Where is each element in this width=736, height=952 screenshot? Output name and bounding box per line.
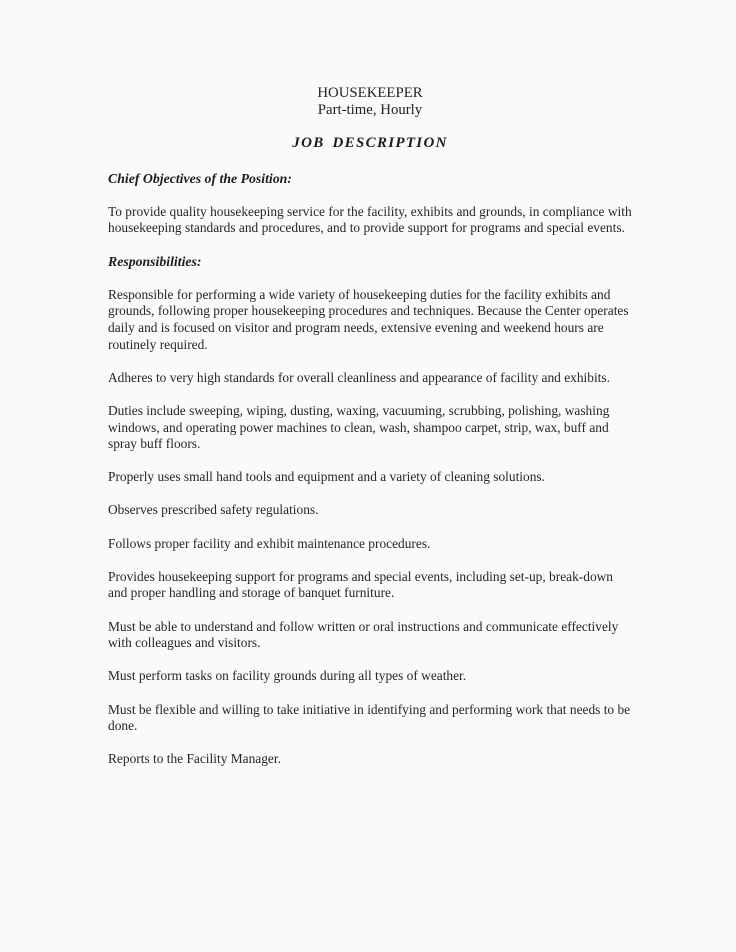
section-heading-chief-objectives: Chief Objectives of the Position: bbox=[108, 170, 292, 186]
paragraph-responsibility: Responsible for performing a wide variety of housekeeping duties for the facility exhibits and grounds, following proper housekeeping procedures and techniques. Because the Center operates daily and is focused on visitor and program needs, extensive evening and weekend hours are routinely required. bbox=[108, 286, 629, 352]
spacer bbox=[108, 152, 632, 171]
paragraph-responsibility: Duties include sweeping, wiping, dusting, waxing, vacuuming, scrubbing, polishing, washing windows, and operating power machines to clean, wash, shampoo carpet, strip, wax, buff and spray buff floors. bbox=[108, 402, 610, 452]
job-title: HOUSEKEEPER bbox=[317, 85, 423, 101]
paragraph-objectives: To provide quality housekeeping service for the facility, exhibits and grounds, in compliance with housekeeping standards and procedures, and to provide support for programs and special events. bbox=[108, 203, 632, 236]
paragraph-responsibility: Must perform tasks on facility grounds during all types of weather. bbox=[108, 668, 467, 684]
paragraph-responsibility: Properly uses small hand tools and equipment and a variety of cleaning solutions. bbox=[108, 469, 545, 485]
paragraph-reports-to: Reports to the Facility Manager. bbox=[108, 751, 281, 767]
section-heading-responsibilities: Responsibilities: bbox=[108, 253, 202, 269]
job-subtitle: Part-time, Hourly bbox=[317, 102, 423, 118]
paragraph-responsibility: Provides housekeeping support for programs and special events, including set-up, break-down and proper handling and storage of banquet furniture. bbox=[108, 568, 614, 601]
paragraph-responsibility: Must be flexible and willing to take initiative in identifying and performing work that needs to be done. bbox=[108, 701, 631, 734]
paragraph-responsibility: Observes prescribed safety regulations. bbox=[108, 502, 319, 518]
paragraph-responsibility: Must be able to understand and follow written or oral instructions and communicate effectively with colleagues and visitors. bbox=[108, 618, 619, 651]
paragraph-responsibility: Adheres to very high standards for overall cleanliness and appearance of facility and exhibits. bbox=[108, 369, 610, 385]
document-heading: JOB DESCRIPTION bbox=[292, 135, 448, 151]
paragraph-responsibility: Follows proper facility and exhibit maintenance procedures. bbox=[108, 535, 431, 551]
